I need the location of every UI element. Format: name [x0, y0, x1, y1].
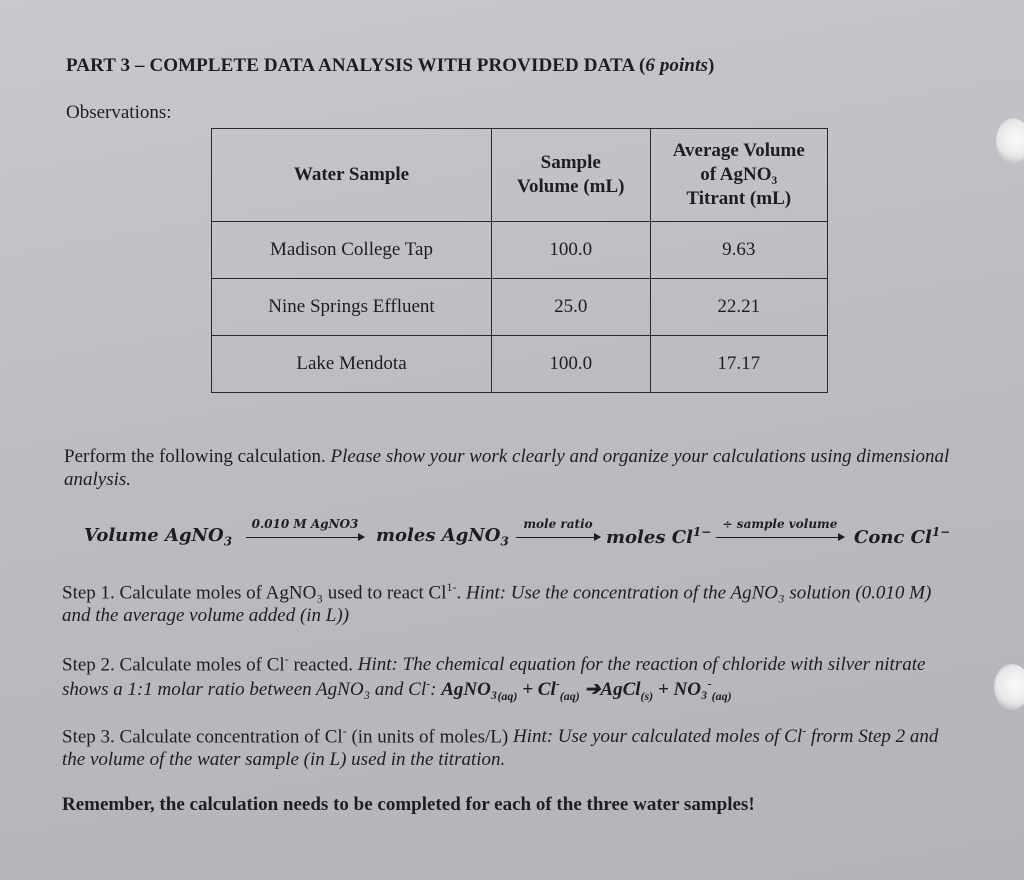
- table-header-row: [212, 129, 828, 222]
- section-heading: PART 3 – COMPLETE DATA ANALYSIS WITH PROVIDED DATA (6 points): [66, 55, 715, 76]
- chemical-equation: $AgNO_3_{(aq)} + Cl^-_{(aq)}$ ➔AgCl$_{(s)}$ + $NO_3^-_{(aq)}$: [441, 677, 732, 704]
- cell-volume: 100.0: [491, 336, 650, 393]
- header-average-volume: Average Volume of AgNO₃ Titrant (mL): [650, 129, 827, 222]
- table-row: [212, 279, 828, 336]
- reminder-note: Remember, the calculation needs to be completed for each of the three water samples!: [62, 794, 755, 815]
- cell-sample: Nine Springs Effluent: [212, 279, 492, 336]
- binder-hole-top: [996, 118, 1024, 164]
- observations-table: [211, 128, 828, 393]
- header-sample-volume: Sample Volume (mL): [491, 129, 650, 222]
- calculation-chain: [84, 514, 984, 554]
- step-2: Step 2. Calculate moles of Cl- reacted. Hint: The chemical equation for the reaction of chloride with silver nitrate shows a 1:1 molar ratio between AgNO₃ and Cl-: $AgNO_3_{(aq)} + Cl^-_{(aq)}$ ➔AgCl$_{(s)}$ + $NO_3^-_{(aq)}$: [62, 652, 926, 704]
- header-water-sample: Water Sample: [212, 129, 492, 222]
- instructions-paragraph: Perform the following calculation. Please show your work clearly and organize your calculations using dimensional analysis.: [64, 446, 950, 490]
- chain-arrow-mole-ratio: mole ratio: [516, 517, 600, 538]
- table-row: [212, 336, 828, 393]
- cell-titrant: 9.63: [650, 222, 827, 279]
- cell-volume: 25.0: [491, 279, 650, 336]
- step-1: Step 1. Calculate moles of AgNO₃ used to react $Cl^{1-}$. Hint: Use the concentration of the AgNO₃ solution (0.010 M) and the average volume added (in L)): [62, 580, 932, 627]
- cell-volume: 100.0: [491, 222, 650, 279]
- chain-moles-cl: moles $Cl^{1-}$: [606, 525, 712, 548]
- chain-conc-cl: Conc $Cl^{1-}$: [854, 525, 951, 548]
- cell-sample: Lake Mendota: [212, 336, 492, 393]
- chain-arrow-concentration: 0.010 M AgNO3: [246, 517, 364, 538]
- chain-arrow-sample-volume: ÷ sample volume: [716, 517, 844, 538]
- table-row: [212, 222, 828, 279]
- step-3: Step 3. Calculate concentration of Cl- (in units of moles/L) Hint: Use your calculated moles of Cl- frorm Step 2 and the volume of the water sample (in L) used in the titration.: [62, 724, 939, 771]
- binder-hole-bottom: [994, 664, 1024, 710]
- chain-volume-agno3: Volume AgNO$_3$: [84, 525, 233, 549]
- cell-titrant: 17.17: [650, 336, 827, 393]
- chain-moles-agno3: moles AgNO$_3$: [376, 525, 509, 549]
- observations-label: Observations:: [66, 102, 172, 123]
- cell-sample: Madison College Tap: [212, 222, 492, 279]
- cell-titrant: 22.21: [650, 279, 827, 336]
